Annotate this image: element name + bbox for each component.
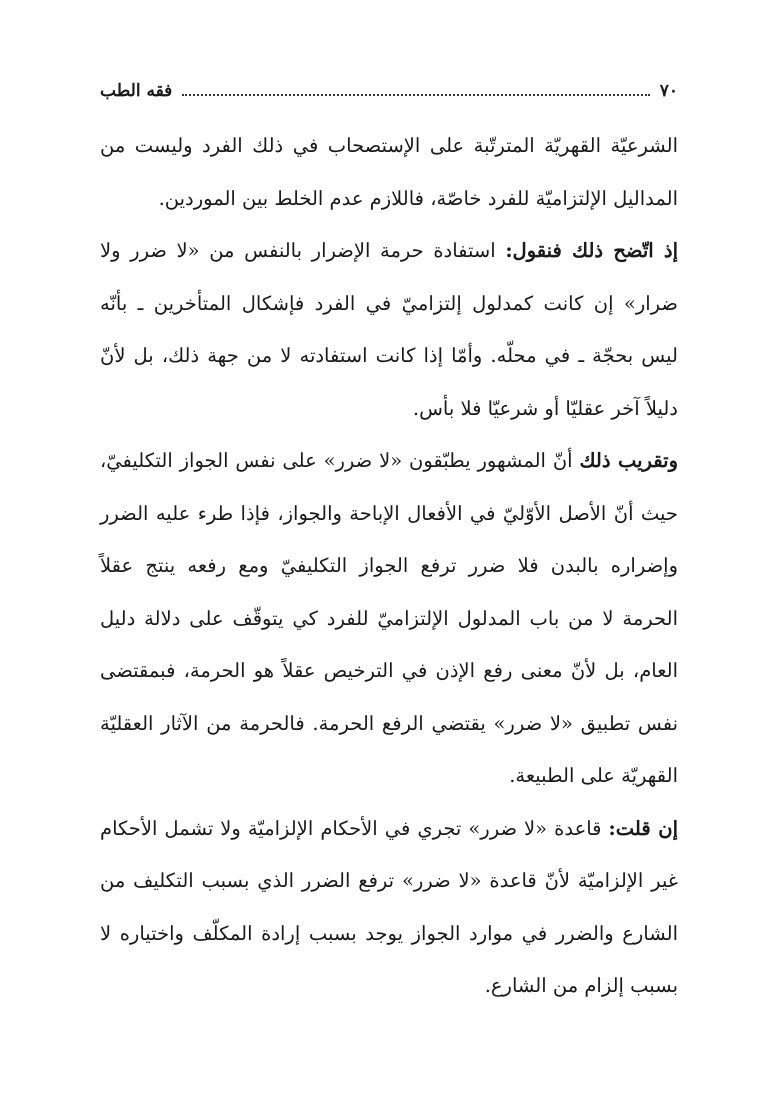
paragraph-lead: وتقريب ذلك [579, 449, 678, 472]
paragraph-text: الشرعيّة القهريّة المترتّبة على الإستصحاب في ذلك الفرد وليست من المداليل الإلتزاميّة للفرد خاصّة، فاللازم عدم الخلط بين الموردين. [100, 134, 678, 210]
paragraph-lead: إن قلت: [608, 816, 678, 840]
running-title: فقه الطب [100, 81, 173, 101]
paragraph [100, 435, 678, 803]
paragraph-text: أنّ المشهور يطبّقون «لا ضرر» على نفس الجواز التكليفيّ، حيث أنّ الأصل الأوّليّ في الأفعال الإباحة والجواز، فإذا طرء عليه الضرر وإضراره بالبدن فلا ضرر ترفع الجواز التكليفيّ ومع رفعه ينتج عقلاً الحرمة لا من باب المدلول الإلتزاميّ للفرد كي يتوقّف على دلالة دليل العام، بل لأنّ معنى رفع الإذن في الترخيص عقلاً هو الحرمة، فبمقتضى نفس تطبيق «لا ضرر» يقتضي الرفع الحرمة. فالحرمة من الآثار العقليّة القهريّة على الطبيعة. [100, 449, 678, 787]
paragraph-text: قاعدة «لا ضرر» تجري في الأحكام الإلزاميّة ولا تشمل الأحكام غير الإلزاميّة لأنّ قاعدة «لا ضرر» ترفع الضرر الذي بسبب التكليف من الشارع والضرر في موارد الجواز يوجد بسبب إرادة المكلّف واختياره لا بسبب إلزام من الشارع. [100, 816, 678, 997]
paragraph-lead: إذ اتّضح ذلك فنقول: [505, 239, 678, 262]
paragraph [100, 803, 678, 1013]
paragraph-continuation [100, 120, 678, 225]
paragraph-text: استفادة حرمة الإضرار بالنفس من «لا ضرر ولا ضرار» إن كانت كمدلول إلتزاميّ في الفرد فإشكال المتأخرين ـ بأنّه ليس بحجّة ـ في محلّه. وأمّا إذا كانت استفادته لا من جهة ذلك، بل لأنّ دليلاً آخر عقليّا أو شرعيّا فلا بأس. [100, 239, 678, 420]
header-dot-leader [182, 94, 649, 96]
body-text [100, 120, 678, 1013]
page-number: ٧٠ [659, 81, 678, 101]
page-header [100, 78, 678, 104]
paragraph [100, 225, 678, 435]
